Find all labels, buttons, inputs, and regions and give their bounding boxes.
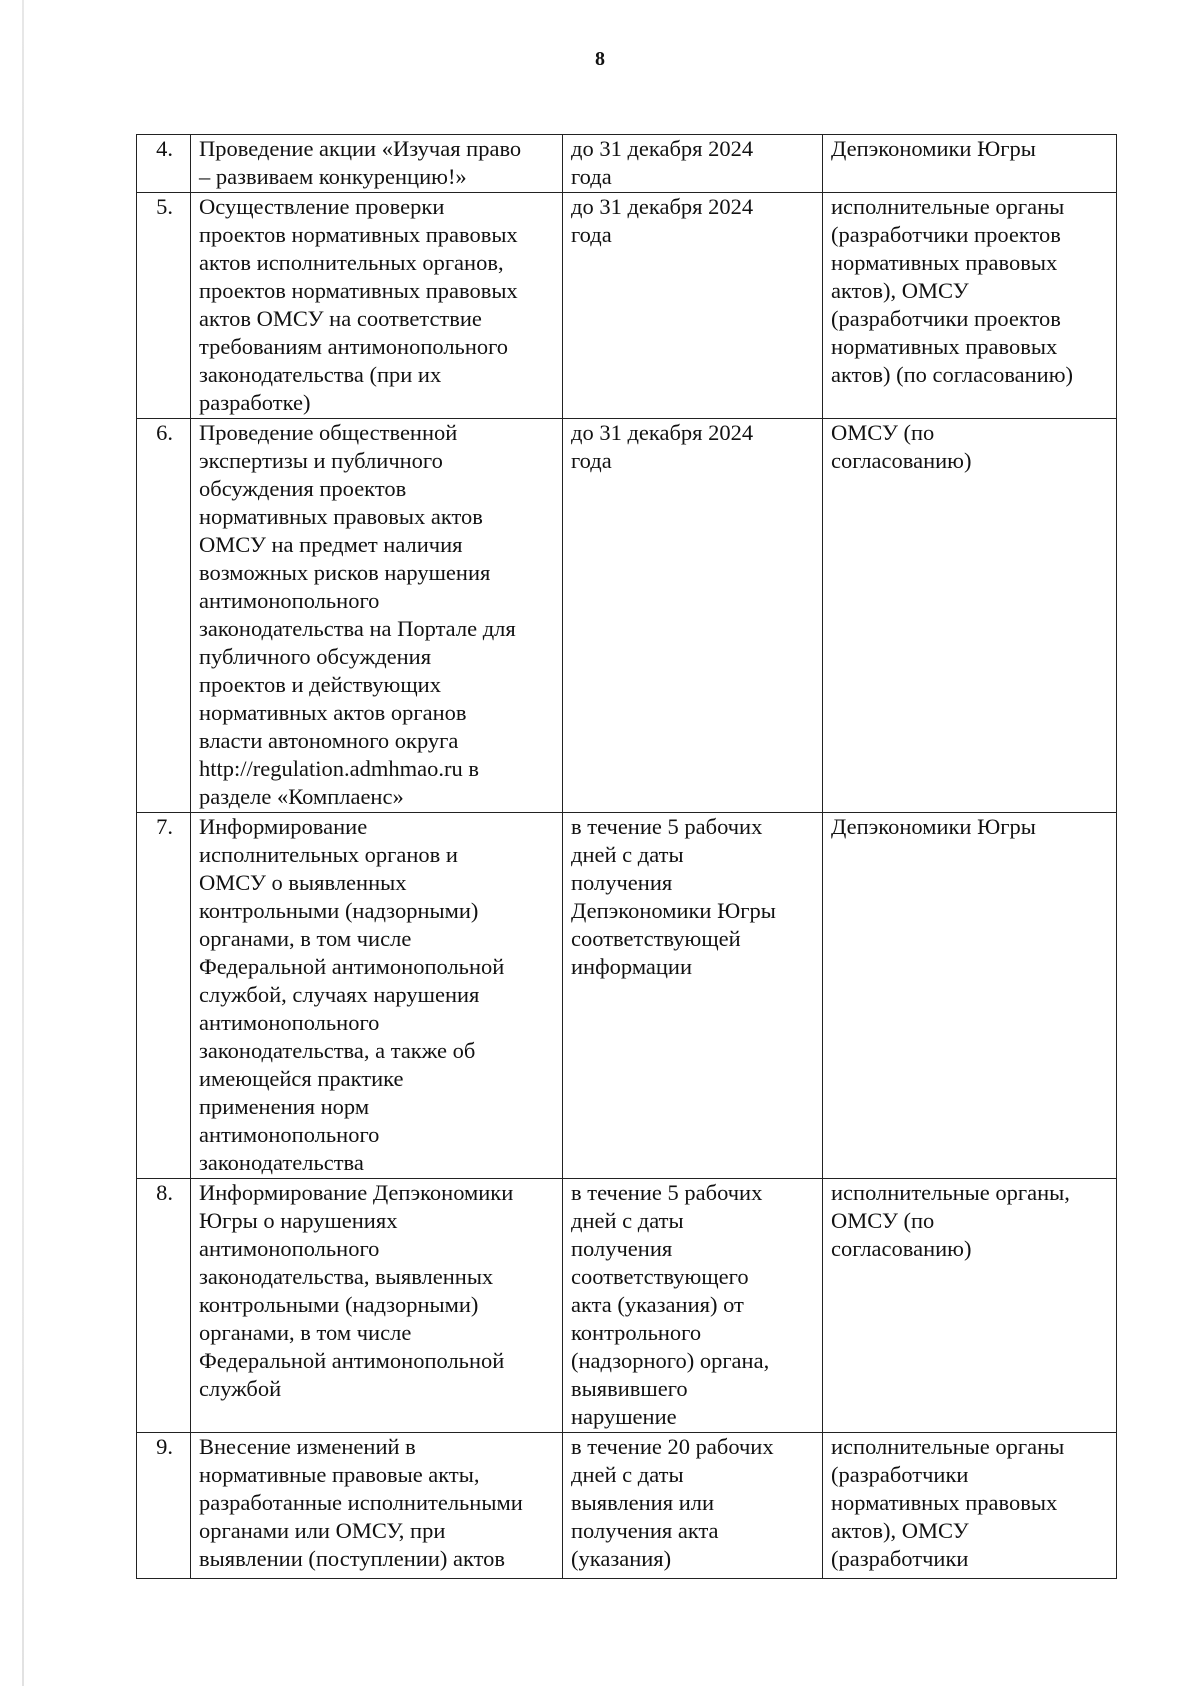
table-row: [137, 813, 1117, 1179]
row-number: 5.: [137, 193, 191, 419]
term-cell: в течение 5 рабочих дней с даты получения соответствующего акта (указания) от контрольного (надзорного) органа, выявившего нарушение: [563, 1179, 823, 1433]
page-number: 8: [595, 48, 605, 70]
responsible-cell: Депэкономики Югры: [823, 813, 1117, 1179]
action-cell: Осуществление проверки проектов нормативных правовых актов исполнительных органов, проектов нормативных правовых актов ОМСУ на соответствие требованиям антимонопольного законодательства (при их разработке): [191, 193, 563, 419]
action-cell: Внесение изменений в нормативные правовые акты, разработанные исполнительными органами или ОМСУ, при выявлении (поступлении) актов: [191, 1433, 563, 1579]
action-cell: Проведение акции «Изучая право – развиваем конкуренцию!»: [191, 135, 563, 193]
term-cell: в течение 5 рабочих дней с даты получения Депэкономики Югры соответствующей информации: [563, 813, 823, 1179]
action-cell: Информирование исполнительных органов и ОМСУ о выявленных контрольными (надзорными) органами, в том числе Федеральной антимонопольной службой, случаях нарушения антимонопольного законодательства, а также об имеющейся практике применения норм антимонопольного законодательства: [191, 813, 563, 1179]
action-cell: Проведение общественной экспертизы и публичного обсуждения проектов нормативных правовых актов ОМСУ на предмет наличия возможных рисков нарушения антимонопольного законодательства на Портале для публичного обсуждения проектов и действующих нормативных актов органов власти автономного округа http://regulation.admhmao.ru в разделе «Комплаенс»: [191, 419, 563, 813]
action-cell: Информирование Депэкономики Югры о нарушениях антимонопольного законодательства, выявленных контрольными (надзорными) органами, в том числе Федеральной антимонопольной службой: [191, 1179, 563, 1433]
table-row: [137, 193, 1117, 419]
action-plan-table: [136, 134, 1117, 1579]
responsible-cell: Депэкономики Югры: [823, 135, 1117, 193]
table-row: [137, 419, 1117, 813]
table-row: [137, 1179, 1117, 1433]
term-cell: до 31 декабря 2024 года: [563, 193, 823, 419]
row-number: 4.: [137, 135, 191, 193]
row-number: 6.: [137, 419, 191, 813]
row-number: 9.: [137, 1433, 191, 1579]
responsible-cell: исполнительные органы (разработчики нормативных правовых актов), ОМСУ (разработчики: [823, 1433, 1117, 1579]
table-row: [137, 135, 1117, 193]
term-cell: в течение 20 рабочих дней с даты выявления или получения акта (указания): [563, 1433, 823, 1579]
row-number: 7.: [137, 813, 191, 1179]
term-cell: до 31 декабря 2024 года: [563, 135, 823, 193]
responsible-cell: исполнительные органы (разработчики проектов нормативных правовых актов), ОМСУ (разработчики проектов нормативных правовых актов) (по согласованию): [823, 193, 1117, 419]
scan-edge: [22, 0, 24, 1686]
responsible-cell: исполнительные органы, ОМСУ (по согласованию): [823, 1179, 1117, 1433]
responsible-cell: ОМСУ (по согласованию): [823, 419, 1117, 813]
row-number: 8.: [137, 1179, 191, 1433]
term-cell: до 31 декабря 2024 года: [563, 419, 823, 813]
table-row: [137, 1433, 1117, 1579]
